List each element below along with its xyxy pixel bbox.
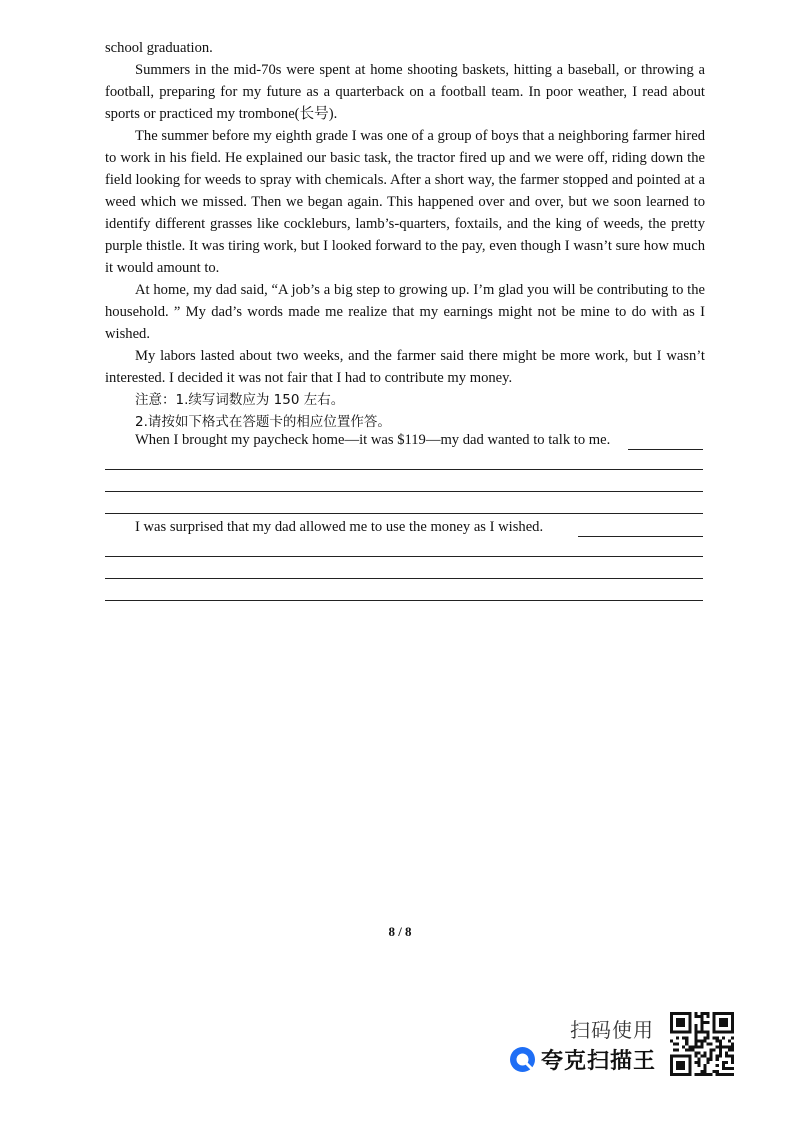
watermark-tagline: 扫码使用 bbox=[570, 1018, 654, 1042]
passage-paragraph-3: At home, my dad said, “A job’s a big step to growing up. I’m glad you will be contributing to the household. ” My dad’s words made me realize that my earnings might not be mine to do with as I wished. bbox=[105, 282, 705, 342]
prompt-1-blank bbox=[628, 449, 703, 450]
passage-paragraph-4: My labors lasted about two weeks, and the farmer said there might be more work, but I wasn’t interested. I decided it was not fair that I had to contribute my money. bbox=[105, 348, 705, 386]
passage-paragraph-1: Summers in the mid-70s were spent at home shooting baskets, hitting a baseball, or throwing a football, preparing for my future as a quarterback on a football team. In poor weather, I read about sports or practiced my trombone(长号). bbox=[105, 62, 705, 122]
page-number: 8 / 8 bbox=[388, 924, 412, 939]
passage-paragraph-2: The summer before my eighth grade I was one of a group of boys that a neighboring farmer hired to work in his field. He explained our basic task, the tractor fired up and we were off, riding down the field looking for weeds to spray with chemicals. After a short way, the farmer stopped and pointed at a weed which we missed. Then we began again. This happened over and over, but we soon learned to identify different grasses like cockleburs, lamb’s-quarters, foxtails, and the king of weeds, the pretty purple thistle. It was tiring work, but I looked forward to the pay, even though I wasn’t sure how much it would amount to. bbox=[105, 128, 705, 276]
writing-line-5 bbox=[105, 578, 703, 579]
passage-paragraph-0: school graduation. bbox=[105, 40, 213, 56]
quark-logo-icon bbox=[509, 1046, 536, 1073]
qr-code-icon bbox=[670, 1012, 734, 1076]
note-word-count: 注意：1.续写词数应为 150 左右。 bbox=[135, 392, 345, 408]
writing-line-6 bbox=[105, 600, 703, 601]
writing-line-1 bbox=[105, 469, 703, 470]
prompt-2-blank bbox=[578, 536, 703, 537]
note-answer-format: 2.请按如下格式在答题卡的相应位置作答。 bbox=[135, 414, 391, 430]
passage-text bbox=[105, 37, 705, 433]
writing-line-4 bbox=[105, 556, 703, 557]
watermark-brand: 夸克扫描王 bbox=[541, 1049, 657, 1074]
continuation-prompt-2: I was surprised that my dad allowed me to use the money as I wished. bbox=[135, 519, 544, 535]
continuation-prompt-1: When I brought my paycheck home—it was $119—my dad wanted to talk to me. bbox=[135, 432, 611, 448]
writing-line-3 bbox=[105, 513, 703, 514]
writing-line-2 bbox=[105, 491, 703, 492]
